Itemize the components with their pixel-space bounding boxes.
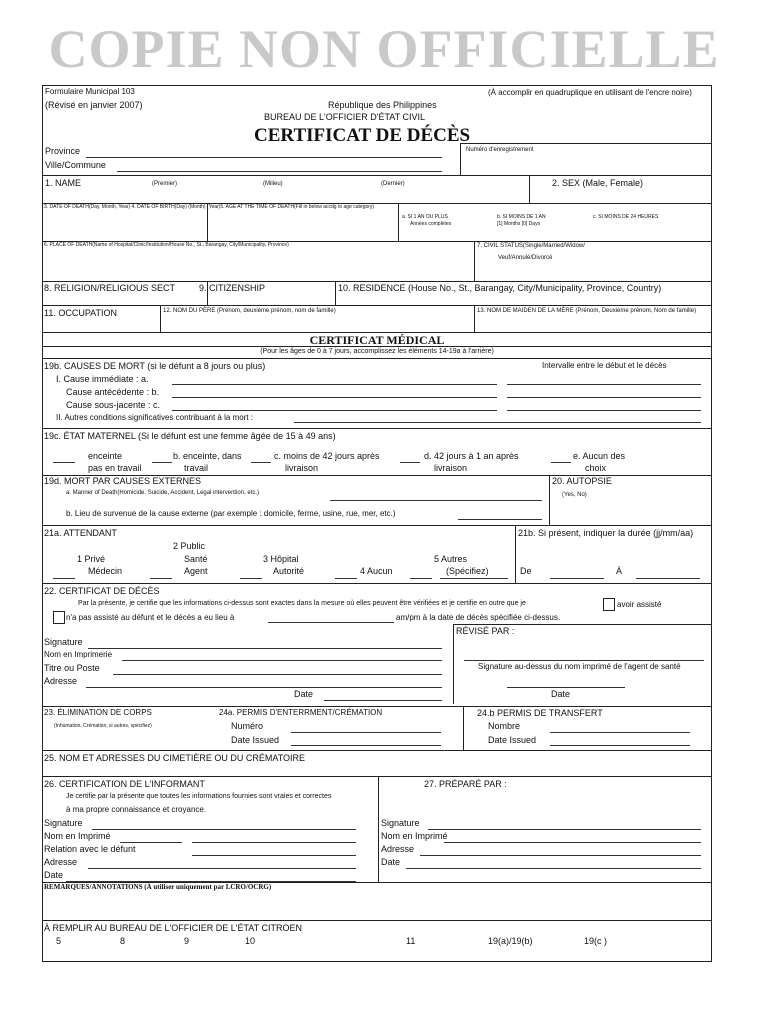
attendant-1-blank[interactable] — [53, 578, 75, 579]
divider — [463, 706, 464, 750]
duration-to-label: À — [616, 566, 623, 576]
interval-label: Intervalle entre le début et le décès — [542, 361, 667, 370]
maternal-a-blank[interactable] — [53, 462, 75, 463]
maternal-b-blank[interactable] — [152, 462, 172, 463]
cert-title-label: Titre ou Poste — [44, 663, 100, 673]
not-assisted-checkbox[interactable] — [53, 611, 65, 624]
medical-certificate-title: CERTIFICAT MÉDICAL — [309, 333, 445, 347]
divider — [42, 428, 712, 429]
cert-signature-label: Signature — [44, 637, 83, 647]
divider — [42, 750, 712, 751]
first-name-label: (Premier) — [152, 181, 177, 187]
informant-name-field-a[interactable] — [120, 842, 182, 843]
external-causes-label: 19d. MORT PAR CAUSES EXTERNES — [44, 476, 202, 486]
occupation-label: 11. OCCUPATION — [44, 308, 118, 318]
divider — [460, 143, 711, 144]
manner-of-death-field[interactable] — [330, 500, 542, 501]
divider — [529, 175, 530, 203]
instruction-note: (À accomplir en quadruplique en utilisant de l'encre noire) — [488, 88, 692, 97]
antecedent-cause-label: Cause antécédente : b. — [66, 387, 160, 397]
maternal-d-line2: livraison — [434, 463, 468, 473]
divider — [378, 776, 379, 882]
other-conditions-label: II. Autres conditions significatives contribuant à la mort : — [56, 413, 253, 422]
citizenship-label: 9. CITIZENSHIP — [199, 283, 266, 293]
office-code: 5 — [56, 936, 62, 946]
religion-label: 8. RELIGION/RELIGIOUS SECT — [44, 283, 176, 293]
attendant-1-line2: Médecin — [88, 566, 123, 576]
cert-address-field[interactable] — [86, 687, 442, 688]
certificate-label: 22. CERTIFICAT DE DÉCÈS — [44, 586, 160, 596]
frame-right — [711, 85, 712, 961]
form-number: Formulaire Municipal 103 — [45, 87, 135, 96]
attendant-5-line1: 5 Autres — [434, 554, 468, 564]
cert-printed-name-label: Nom en Imprimerie — [44, 650, 113, 659]
cemetery-label: 25. NOM ET ADRESSES DU CIMETIÈRE OU DU CRÉMATOIRE — [44, 753, 306, 763]
maternal-e-line2: choix — [585, 463, 607, 473]
civil-status-options: Veuf/Annulé/Divorcé — [498, 255, 553, 261]
divider — [453, 624, 454, 704]
maternal-d-line1: d. 42 jours à 1 an après — [424, 451, 519, 461]
manner-of-death-label: a. Manner of Death(Homicide, Suicide, Accident, Legal intervention, etc.) — [66, 490, 260, 496]
divider — [474, 305, 475, 332]
attendant-1-line1: 1 Privé — [77, 554, 106, 564]
informant-name-label: Nom en Imprimé — [44, 831, 111, 841]
informant-label: 26. CERTIFICATION DE L'INFORMANT — [44, 779, 205, 789]
maternal-condition-label: 19c. ÉTAT MATERNEL (Si le défunt est une femme âgée de 15 à 49 ans) — [44, 431, 336, 441]
city-label: Ville/Commune — [45, 160, 106, 170]
dates-age-label: 3. DATE OF DEATH(Day, Month, Year) 4. DATE OF BIRTH(Day) (Month) (Year)5. AGE AT THE TIME OF DEATH(Fill in below accdg to age category) — [44, 204, 375, 210]
divider — [42, 358, 712, 359]
transfer-permit-label: 24.b PERMIS DE TRANSFERT — [477, 708, 603, 718]
divider — [335, 281, 336, 305]
revised-date: (Révisé en janvier 2007) — [45, 100, 143, 110]
mother-name-label: 13. NOM DE MAIDEN DE LA MÈRE (Prénom, Deuxième prénom, Nom de famille) — [477, 308, 697, 314]
attendant-2-blank[interactable] — [150, 578, 172, 579]
antecedent-cause-field[interactable] — [172, 397, 497, 398]
not-assisted-text: n'a pas assisté au défunt et le décès a eu lieu à — [66, 613, 235, 622]
attendant-3-line2: Autorité — [273, 566, 305, 576]
attendant-4-label: 4 Aucun — [360, 566, 393, 576]
remarks-label: REMARQUES/ANNOTATIONS (À utiliser uniquement par LCRO/OCRG) — [44, 883, 272, 891]
other-conditions-field[interactable] — [294, 422, 701, 423]
divider — [207, 203, 208, 241]
maternal-d-blank[interactable] — [400, 462, 420, 463]
father-name-label: 12. NOM DU PÈRE (Prénom, deuxième prénom, nom de famille) — [163, 308, 336, 314]
attendant-2-line1: 2 Public — [173, 541, 206, 551]
transfer-date-field[interactable] — [550, 745, 690, 746]
civil-status-label: 7. CIVIL STATUS(Single/Married/Widow/ — [477, 243, 585, 249]
duration-to-field[interactable] — [636, 578, 700, 579]
maternal-a-line1: enceinte — [88, 451, 123, 461]
duration-label: 21b. Si présent, indiquer la durée (jj/mm/aa) — [518, 528, 694, 538]
province-label: Province — [45, 146, 81, 156]
burial-permit-label: 24a. PERMIS D'ENTERRMENT/CRÉMATION — [219, 708, 383, 717]
cert-date-field[interactable] — [324, 700, 442, 701]
name-label: 1. NAME — [45, 178, 82, 188]
divider — [42, 920, 712, 921]
cert-printed-name-field[interactable] — [122, 660, 442, 661]
prepared-signature-field[interactable] — [428, 829, 701, 830]
cert-address-label: Adresse — [44, 676, 78, 686]
immediate-cause-field[interactable] — [172, 384, 497, 385]
maternal-b-line2: travail — [184, 463, 209, 473]
office-code: 10 — [245, 936, 256, 946]
duration-from-field[interactable] — [550, 578, 604, 579]
transfer-number-field[interactable] — [550, 732, 690, 733]
reviewed-by-label: RÉVISÉ PAR : — [456, 626, 515, 636]
divider — [460, 143, 461, 175]
assisted-label: avoir assisté — [617, 600, 662, 609]
informant-date-label: Date — [44, 870, 64, 880]
health-officer-signature-label: Signature au-dessus du nom imprimé de l'agent de santé — [478, 662, 681, 671]
attendant-2-line3: Agent — [184, 566, 208, 576]
reviewed-signature-field[interactable] — [464, 660, 704, 661]
registry-number-label: Numéro d'enregistrement — [466, 147, 534, 153]
underlying-cause-field[interactable] — [172, 410, 497, 411]
medical-certificate-subtitle: (Pour les âges de 0 à 7 jours, accomplissez les éléments 14-19a à l'arrière) — [260, 348, 494, 355]
antecedent-interval-field[interactable] — [507, 397, 701, 398]
prepared-name-field[interactable] — [444, 842, 701, 843]
time-of-death-field[interactable] — [268, 622, 394, 623]
burial-number-label: Numéro — [231, 721, 264, 731]
city-field[interactable] — [117, 171, 442, 172]
underlying-cause-label: Cause sous-jacente : c. — [66, 400, 161, 410]
cert-signature-field[interactable] — [88, 648, 442, 649]
attendant-5-blank[interactable] — [410, 578, 432, 579]
bureau-label: BUREAU DE L'OFFICIER D'ÉTAT CIVIL — [264, 112, 425, 122]
informant-name-field-b[interactable] — [192, 842, 356, 843]
watermark: COPIE NON OFFICIELLE — [48, 19, 720, 79]
maternal-a-line2: pas en travail — [88, 463, 142, 473]
age-a-sub: Années complètes — [410, 221, 452, 227]
maternal-c-line1: c. moins de 42 jours après — [274, 451, 380, 461]
burial-date-label: Date Issued — [231, 735, 280, 745]
attendant-label: 21a. ATTENDANT — [44, 528, 117, 538]
frame-top — [42, 85, 712, 86]
informant-text-2: à ma propre connaissance et croyance. — [66, 805, 207, 814]
attendant-4-blank[interactable] — [335, 578, 357, 579]
divider — [42, 305, 712, 306]
province-field[interactable] — [86, 157, 442, 158]
age-a-label: a. SI 1 AN OU PLUS — [402, 214, 448, 220]
immediate-cause-label: I. Cause immédiate : a. — [56, 374, 149, 384]
prepared-name-label: Nom en Imprimé — [381, 831, 448, 841]
divider — [160, 305, 161, 332]
divider — [453, 624, 711, 625]
age-b-label: b. SI MOINS DE 1 AN — [497, 214, 546, 220]
prepared-date-label: Date — [381, 857, 401, 867]
office-code: 11 — [406, 936, 416, 946]
informant-address-label: Adresse — [44, 857, 78, 867]
underlying-interval-field[interactable] — [507, 410, 701, 411]
place-of-death-label: 6. PLACE OF DEATH(Name of Hospital/Clinic/Institution/House No., St., Barangay, City/Municipality, Province) — [44, 242, 289, 248]
prepared-date-field[interactable] — [406, 868, 701, 869]
divider — [398, 203, 399, 241]
reviewed-date-field[interactable] — [507, 687, 625, 688]
frame-bottom — [42, 961, 712, 962]
prepared-signature-label: Signature — [381, 818, 420, 828]
autopsy-options: (Yes, No) — [562, 492, 587, 498]
divider — [42, 583, 712, 584]
am-pm-text: am/pm à la date de décès spécifiée ci-dessus. — [396, 613, 561, 622]
frame-left — [42, 85, 43, 961]
informant-relation-field[interactable] — [192, 855, 356, 856]
republic-label: République des Philippines — [328, 100, 437, 110]
causes-label: 19b. CAUSES DE MORT (si le défunt a 8 jours ou plus) — [44, 361, 266, 371]
immediate-interval-field[interactable] — [507, 384, 701, 385]
prepared-address-field[interactable] — [420, 855, 701, 856]
divider — [42, 706, 712, 707]
divider — [42, 281, 712, 282]
disposal-label: 23. ÉLIMINATION DE CORPS — [44, 708, 152, 717]
age-c-label: c. SI MOINS DE 24 HEURES — [593, 214, 659, 220]
cert-title-field[interactable] — [113, 674, 442, 675]
informant-text-1: Je certifie par la présente que toutes les informations fournies sont vraies et correctes — [66, 793, 332, 800]
external-place-field[interactable] — [458, 519, 542, 520]
divider — [42, 776, 712, 777]
maternal-e-line1: e. Aucun des — [573, 451, 626, 461]
middle-name-label: (Milieu) — [263, 181, 283, 187]
divider — [515, 525, 516, 583]
age-b-sub: [1] Months [0] Days — [497, 221, 541, 227]
burial-number-field[interactable] — [291, 732, 441, 733]
office-code: 19(a)/19(b) — [488, 936, 533, 946]
attendant-5-specify[interactable] — [440, 578, 508, 579]
office-use-label: À REMPLIR AU BUREAU DE L'OFFICIER DE L'ÉTAT CITROEN — [44, 923, 302, 933]
cert-date-label: Date — [294, 689, 314, 699]
sex-label: 2. SEX (Male, Female) — [552, 178, 644, 188]
divider — [42, 175, 712, 176]
informant-relation-label: Relation avec le défunt — [44, 844, 136, 854]
attendant-5-line2: (Spécifiez) — [446, 566, 489, 576]
informant-address-field[interactable] — [88, 868, 356, 869]
disposal-sub: (Inhumation, Crémation, si autres, spécifiez) — [54, 723, 152, 729]
office-code: 9 — [184, 936, 190, 946]
transfer-date-label: Date Issued — [488, 735, 537, 745]
maternal-e-blank[interactable] — [551, 462, 571, 463]
office-code: 8 — [120, 936, 126, 946]
form-title: CERTIFICAT DE DÉCÈS — [254, 125, 471, 146]
duration-from-label: De — [520, 566, 532, 576]
transfer-number-label: Nombre — [488, 721, 521, 731]
reviewed-date-label: Date — [551, 689, 571, 699]
residence-label: 10. RESIDENCE (House No., St., Barangay, City/Municipality, Province, Country) — [338, 283, 662, 293]
autopsy-label: 20. AUTOPSIE — [552, 476, 612, 486]
divider — [474, 241, 475, 281]
divider — [42, 525, 712, 526]
office-code: 19(c ) — [584, 936, 608, 946]
attendant-3-line1: 3 Hôpital — [263, 554, 299, 564]
last-name-label: (Dernier) — [381, 181, 405, 187]
certificate-text: Par la présente, je certifie que les informations ci-dessus sont exactes dans la mesure où elles peuvent être vérifiées et je certifie en outre que je — [78, 600, 526, 607]
external-place-label: b. Lieu de survenue de la cause externe (par exemple : domicile, ferme, usine, rue, mer, etc.) — [66, 509, 396, 518]
attendant-2-line2: Santé — [184, 554, 208, 564]
divider — [549, 475, 550, 525]
informant-signature-label: Signature — [44, 818, 83, 828]
attendant-3-blank[interactable] — [240, 578, 262, 579]
maternal-b-line1: b. enceinte, dans — [173, 451, 242, 461]
divider — [42, 346, 712, 347]
prepared-by-label: 27. PRÉPARÉ PAR : — [424, 779, 507, 789]
burial-date-field[interactable] — [291, 745, 441, 746]
assisted-checkbox[interactable] — [603, 598, 615, 611]
maternal-c-blank[interactable] — [251, 462, 271, 463]
maternal-c-line2: livraison — [285, 463, 319, 473]
informant-signature-field[interactable] — [92, 829, 356, 830]
prepared-address-label: Adresse — [381, 844, 415, 854]
